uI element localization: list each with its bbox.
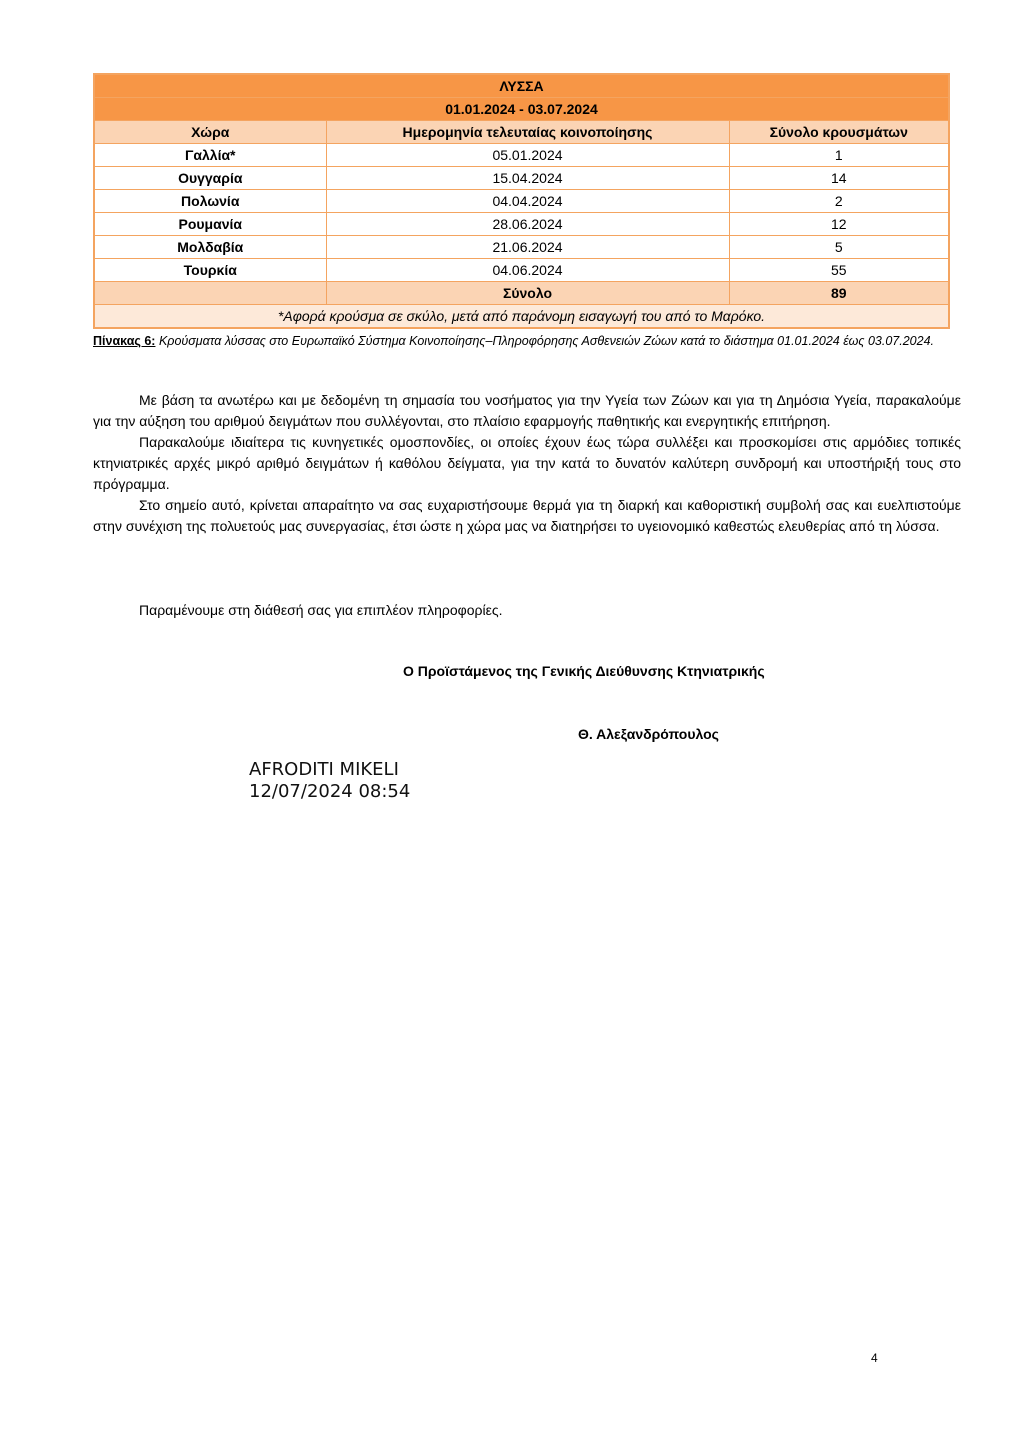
column-header-country: Χώρα — [94, 121, 326, 144]
stamp-name: AFRODITI MIKELI — [249, 759, 399, 780]
date-cell: 04.04.2024 — [326, 190, 729, 213]
page-number: 4 — [871, 1351, 878, 1365]
table-note: *Αφορά κρούσμα σε σκύλο, μετά από παράνομη εισαγωγή του από το Μαρόκο. — [94, 305, 949, 329]
total-row — [94, 282, 949, 305]
country-cell: Μολδαβία — [94, 236, 326, 259]
column-header-cases: Σύνολο κρουσμάτων — [729, 121, 949, 144]
total-label: Σύνολο — [326, 282, 729, 305]
table-row — [94, 144, 949, 167]
date-cell: 21.06.2024 — [326, 236, 729, 259]
country-cell: Πολωνία — [94, 190, 326, 213]
total-value: 89 — [729, 282, 949, 305]
cases-cell: 14 — [729, 167, 949, 190]
cases-cell: 12 — [729, 213, 949, 236]
table-row — [94, 213, 949, 236]
table-row — [94, 167, 949, 190]
paragraph: Με βάση τα ανωτέρω και με δεδομένη τη σημασία του νοσήματος για την Υγεία των Ζώων και για τη Δημόσια Υγεία, παρακαλούμε για την αύξηση του αριθμού δειγμάτων που συλλέγονται, στο πλαίσιο εφαρμογής παθητικής και ενεργητικής επιτήρηση. — [93, 392, 961, 429]
date-cell: 05.01.2024 — [326, 144, 729, 167]
cases-cell: 5 — [729, 236, 949, 259]
signatory-title: Ο Προϊστάμενος της Γενικής Διεύθυνσης Κτηνιατρικής — [403, 663, 765, 679]
stamp-datetime: 12/07/2024 08:54 — [249, 781, 411, 802]
country-cell: Ουγγαρία — [94, 167, 326, 190]
table-caption — [93, 333, 961, 350]
table-title: ΛΥΣΣΑ — [94, 74, 949, 98]
paragraph: Παρακαλούμε ιδιαίτερα τις κυνηγετικές ομοσπονδίες, οι οποίες έχουν έως τώρα συλλέξει και προσκομίσει στις αρμόδιες τοπικές κτηνιατρικές αρχές μικρό αριθμό δειγμάτων ή καθόλου δείγματα, για την κατά το δυνατόν καλύτερη συνδρομή και υποστήριξή τους στο πρόγραμμα. — [93, 434, 961, 492]
cases-cell: 1 — [729, 144, 949, 167]
table-period-row — [94, 98, 949, 121]
digital-signature-stamp — [249, 759, 410, 803]
table-row — [94, 236, 949, 259]
date-cell: 15.04.2024 — [326, 167, 729, 190]
caption-text: Κρούσματα λύσσας στο Ευρωπαϊκό Σύστημα Κοινοποίησης–Πληροφόρησης Ασθενειών Ζώων κατά το διάστημα 01.01.2024 έως 03.07.2024. — [158, 334, 935, 348]
body-text — [93, 390, 961, 537]
country-cell: Γαλλία* — [94, 144, 326, 167]
column-header-row — [94, 121, 949, 144]
signatory-name: Θ. Αλεξανδρόπουλος — [578, 726, 719, 742]
total-blank-cell — [94, 282, 326, 305]
closing-line: Παραμένουμε στη διάθεσή σας για επιπλέον πληροφορίες. — [139, 602, 503, 618]
table-note-row — [94, 305, 949, 329]
cases-cell: 55 — [729, 259, 949, 282]
paragraph: Στο σημείο αυτό, κρίνεται απαραίτητο να σας ευχαριστήσουμε θερμά για τη διαρκή και καθοριστική συμβολή σας και ευελπιστούμε στην συνέχιση της πολυετούς μας συνεργασίας, έτσι ώστε η χώρα μας να διατηρήσει το υγειονομικό καθεστώς ελευθερίας από τη λύσσα. — [93, 497, 961, 534]
cases-cell: 2 — [729, 190, 949, 213]
country-cell: Ρουμανία — [94, 213, 326, 236]
table-period: 01.01.2024 - 03.07.2024 — [94, 98, 949, 121]
date-cell: 04.06.2024 — [326, 259, 729, 282]
table-title-row — [94, 74, 949, 98]
table-row — [94, 259, 949, 282]
country-cell: Τουρκία — [94, 259, 326, 282]
rabies-cases-table — [93, 73, 950, 329]
date-cell: 28.06.2024 — [326, 213, 729, 236]
caption-label: Πίνακας 6: — [93, 334, 156, 348]
table-row — [94, 190, 949, 213]
column-header-date: Ημερομηνία τελευταίας κοινοποίησης — [326, 121, 729, 144]
